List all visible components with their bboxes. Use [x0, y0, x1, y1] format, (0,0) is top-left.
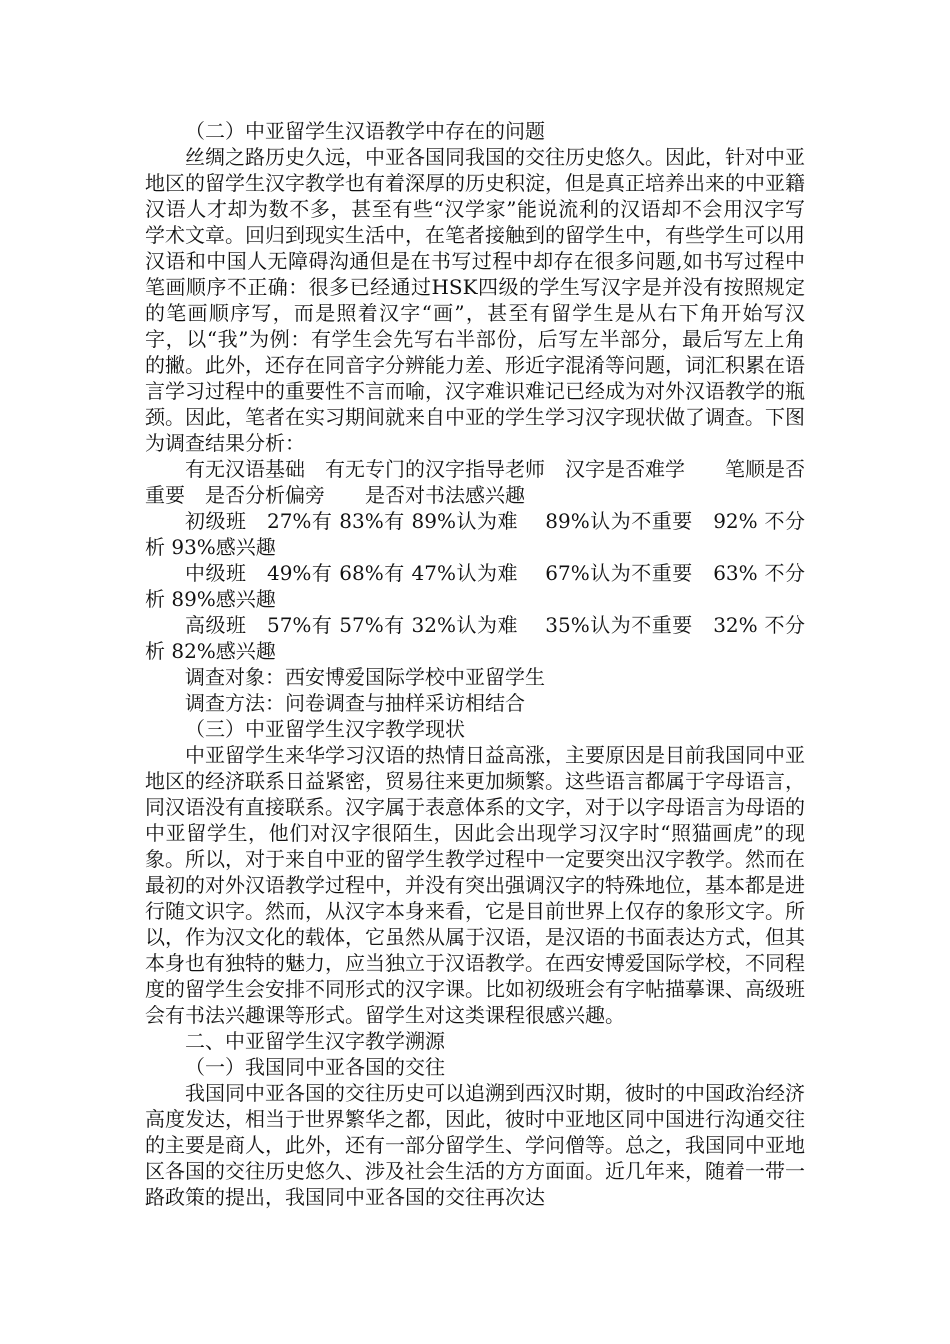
survey-header-row: 有无汉语基础 有无专门的汉字指导老师 汉字是否难学 笔顺是否重要 是否分析偏旁 是否对书法感兴趣 — [145, 457, 805, 507]
survey-row-advanced: 高级班 57%有 57%有 32%认为难 35%认为不重要 32% 不分析 82%感兴趣 — [145, 613, 805, 663]
survey-subject: 调查对象：西安博爱国际学校中亚留学生 — [185, 665, 545, 689]
body-paragraph: 中亚留学生来华学习汉语的热情日益高涨，主要原因是目前我国同中亚地区的经济联系日益紧密，贸易往来更加频繁。这些语言都属于字母语言，同汉语没有直接联系。汉字属于表意体系的文字，对于以字母语言为母语的中亚留学生，他们对汉字很陌生，因此会出现学习汉字时“照猫画虎”的现象。所以，对于来自中亚的留学生教学过程中一定要突出汉字教学。然而在最初的对外汉语教学过程中，并没有突出强调汉字的特殊地位，基本都是进行随文识字。然而，从汉字本身来看，它是目前世界上仅存的象形文字。所以，作为汉文化的载体，它虽然从属于汉语，是汉语的书面表达方式，但其本身也有独特的魅力，应当独立于汉语教学。在西安博爱国际学校，不同程度的留学生会安排不同形式的汉字课。比如初级班会有字帖描摹课、高级班会有书法兴趣课等形式。留学生对这类课程很感兴趣。 — [145, 743, 805, 1027]
survey-row-beginner: 初级班 27%有 83%有 89%认为难 89%认为不重要 92% 不分析 93%感兴趣 — [145, 509, 805, 559]
section-heading: （二）中亚留学生汉语教学中存在的问题 — [185, 119, 545, 143]
body-paragraph: 丝绸之路历史久远，中亚各国同我国的交往历史悠久。因此，针对中亚地区的留学生汉字教学也有着深厚的历史积淀，但是真正培养出来的中亚籍汉语人才却为数不多，甚至有些“汉学家”能说流利的汉语却不会用汉字写学术文章。回归到现实生活中，在笔者接触到的留学生中，有些学生可以用汉语和中国人无障碍沟通但是在书写过程中却存在很多问题,如书写过程中笔画顺序不正确：很多已经通过HSK四级的学生写汉字是并没有按照规定的笔画顺序写，而是照着汉字“画”，甚至有留学生是从右下角开始写汉字，以“我”为例：有学生会先写右半部份，后写左半部分，最后写左上角的撇。此外，还存在同音字分辨能力差、形近字混淆等问题，词汇积累在语言学习过程中的重要性不言而喻，汉字难识难记已经成为对外汉语教学的瓶颈。因此，笔者在实习期间就来自中亚的学生学习汉字现状做了调查。下图为调查结果分析： — [145, 145, 805, 455]
chapter-heading: 二、中亚留学生汉字教学溯源 — [185, 1029, 445, 1053]
section-heading: （三）中亚留学生汉字教学现状 — [185, 717, 465, 741]
body-paragraph: 我国同中亚各国的交往历史可以追溯到西汉时期，彼时的中国政治经济高度发达，相当于世界繁华之都，因此，彼时中亚地区同中国进行沟通交往的主要是商人，此外，还有一部分留学生、学问僧等。总之，我国同中亚地区各国的交往历史悠久、涉及社会生活的方方面面。近几年来，随着一带一路政策的提出，我国同中亚各国的交往再次达 — [145, 1081, 805, 1209]
section-heading: （一）我国同中亚各国的交往 — [185, 1055, 445, 1079]
survey-method: 调查方法：问卷调查与抽样采访相结合 — [185, 691, 525, 715]
document-body — [145, 118, 805, 1210]
survey-row-intermediate: 中级班 49%有 68%有 47%认为难 67%认为不重要 63% 不分析 89%感兴趣 — [145, 561, 805, 611]
